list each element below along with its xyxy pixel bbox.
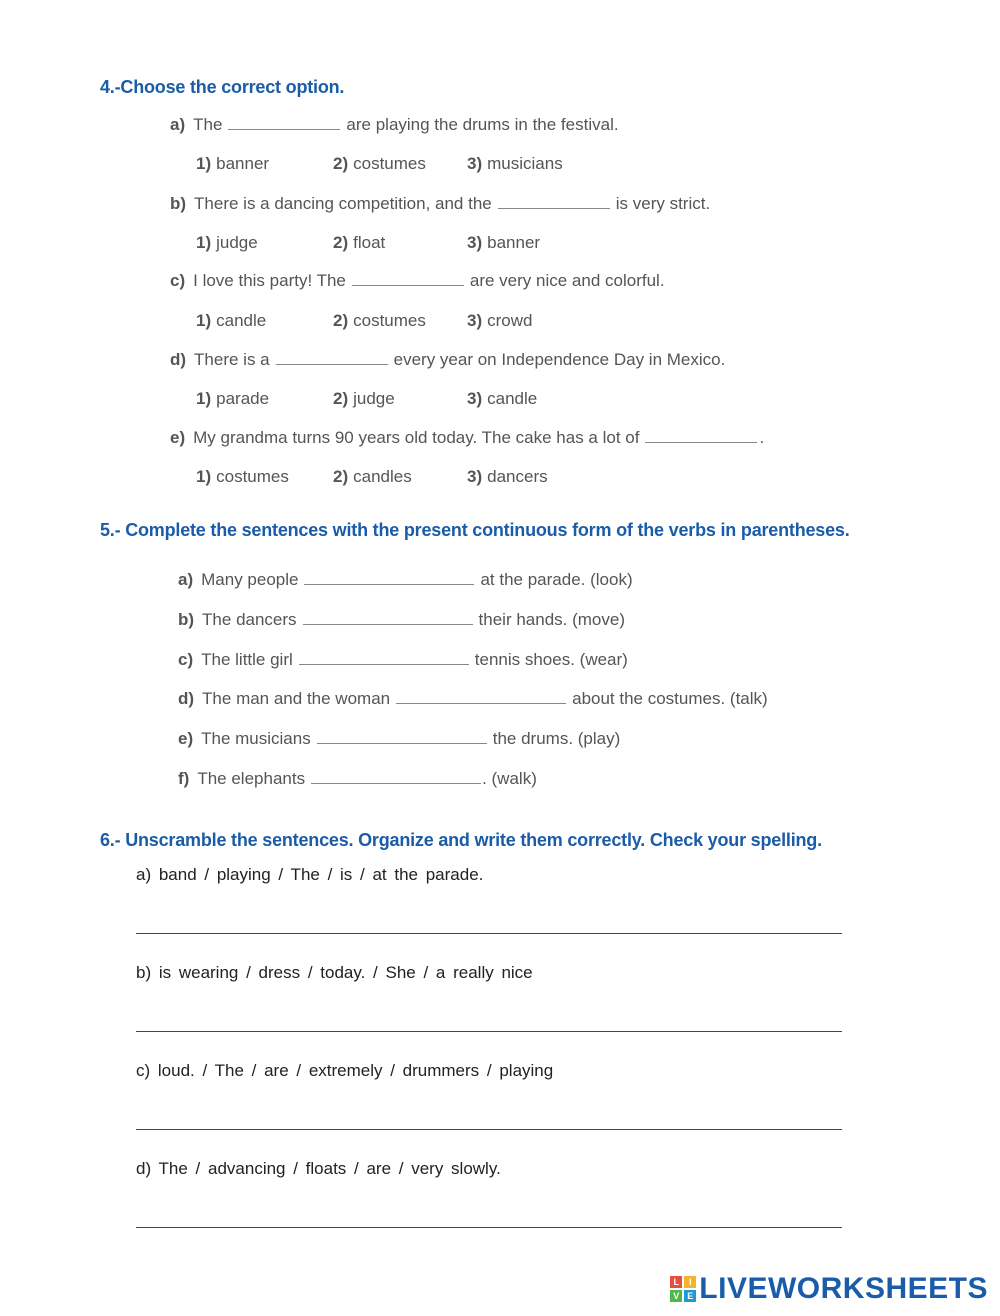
item-text-after: about the costumes. (talk) (572, 689, 768, 708)
fill-item-3 (178, 650, 628, 670)
answer-blank[interactable] (498, 194, 610, 209)
section-6-title: 6.- Unscramble the sentences. Organize and write them correctly. Check your spelling. (100, 830, 822, 850)
logo-letter: E (684, 1290, 696, 1302)
item-text-before: The man and the woman (202, 689, 391, 708)
option-number: 2) (333, 467, 349, 486)
option-number: 1) (196, 233, 212, 252)
option-2[interactable] (333, 311, 426, 331)
option-text: dancers (487, 467, 548, 486)
question-2 (170, 194, 710, 214)
answer-blank[interactable] (317, 729, 487, 744)
question-letter: e) (170, 428, 186, 447)
question-text-before: My grandma turns 90 years old today. The cake has a lot of (193, 428, 640, 447)
option-number: 2) (333, 389, 349, 408)
fill-item-4 (178, 689, 768, 709)
option-text: costumes (353, 311, 426, 330)
item-text-after: . (walk) (482, 769, 537, 788)
question-5 (170, 428, 764, 448)
question-text-after: are playing the drums in the festival. (346, 115, 619, 134)
logo-letter: L (670, 1276, 682, 1288)
item-letter: d) (178, 689, 195, 708)
option-number: 1) (196, 154, 212, 173)
question-text-after: is very strict. (615, 194, 711, 213)
option-text: judge (353, 389, 395, 408)
fill-item-5 (178, 729, 620, 749)
answer-line[interactable] (136, 1030, 842, 1032)
option-3[interactable] (467, 389, 537, 409)
question-4 (170, 350, 725, 370)
item-text-after: the drums. (play) (492, 729, 621, 748)
answer-blank[interactable] (311, 769, 481, 784)
option-1[interactable] (196, 311, 266, 331)
answer-blank[interactable] (299, 650, 469, 665)
option-1[interactable] (196, 154, 269, 174)
option-text: banner (487, 233, 541, 252)
item-text-before: The elephants (197, 769, 306, 788)
option-text: judge (216, 233, 258, 252)
section-4-title: 4.-Choose the correct option. (100, 77, 345, 97)
question-letter: b) (170, 194, 187, 213)
item-text-before: Many people (201, 570, 299, 589)
item-letter: a) (178, 570, 194, 589)
option-3[interactable] (467, 467, 548, 487)
fill-item-2 (178, 610, 625, 630)
scrambled-sentence-1: a) band / playing / The / is / at the parade. (136, 865, 484, 884)
option-text: banner (216, 154, 270, 173)
option-text: crowd (487, 311, 533, 330)
option-text: costumes (216, 467, 289, 486)
option-2[interactable] (333, 154, 426, 174)
answer-line[interactable] (136, 1128, 842, 1130)
answer-blank[interactable] (396, 689, 566, 704)
option-number: 1) (196, 389, 212, 408)
section-5-title: 5.- Complete the sentences with the present continuous form of the verbs in parentheses. (100, 520, 850, 540)
option-number: 3) (467, 233, 483, 252)
option-number: 3) (467, 311, 483, 330)
item-text-before: The little girl (201, 650, 293, 669)
fill-item-6 (178, 769, 537, 789)
question-letter: d) (170, 350, 187, 369)
option-text: parade (216, 389, 270, 408)
option-2[interactable] (333, 389, 395, 409)
question-1 (170, 115, 619, 135)
item-letter: c) (178, 650, 194, 669)
fill-item-1 (178, 570, 633, 590)
option-1[interactable] (196, 389, 269, 409)
question-text-after: . (759, 428, 765, 447)
option-text: musicians (487, 154, 563, 173)
item-letter: f) (178, 769, 190, 788)
question-3 (170, 271, 665, 291)
scrambled-sentence-2: b) is wearing / dress / today. / She / a really nice (136, 963, 533, 982)
option-text: candle (487, 389, 538, 408)
option-1[interactable] (196, 467, 289, 487)
logo-text: LIVEWORKSHEETS (699, 1272, 988, 1305)
option-text: float (353, 233, 386, 252)
option-number: 1) (196, 467, 212, 486)
option-number: 1) (196, 311, 212, 330)
scrambled-sentence-4: d) The / advancing / floats / are / very slowly. (136, 1159, 501, 1178)
option-3[interactable] (467, 154, 563, 174)
option-text: costumes (353, 154, 426, 173)
item-text-before: The musicians (201, 729, 311, 748)
logo-letter: V (670, 1290, 682, 1302)
answer-blank[interactable] (352, 271, 464, 286)
option-number: 2) (333, 154, 349, 173)
option-number: 3) (467, 389, 483, 408)
item-letter: b) (178, 610, 195, 629)
option-number: 2) (333, 233, 349, 252)
question-letter: c) (170, 271, 186, 290)
item-text-after: their hands. (move) (478, 610, 625, 629)
logo-letter: I (684, 1276, 696, 1288)
liveworksheets-logo (670, 1272, 988, 1306)
option-number: 3) (467, 467, 483, 486)
answer-blank[interactable] (645, 428, 757, 443)
option-2[interactable] (333, 233, 385, 253)
question-text-before: There is a (194, 350, 270, 369)
answer-blank[interactable] (304, 570, 474, 585)
answer-blank[interactable] (303, 610, 473, 625)
answer-line[interactable] (136, 1226, 842, 1228)
item-text-after: at the parade. (look) (480, 570, 633, 589)
answer-line[interactable] (136, 932, 842, 934)
question-text-before: I love this party! The (193, 271, 346, 290)
option-3[interactable] (467, 233, 540, 253)
question-text-before: The (193, 115, 223, 134)
option-2[interactable] (333, 467, 412, 487)
option-3[interactable] (467, 311, 532, 331)
item-text-before: The dancers (202, 610, 297, 629)
question-text-before: There is a dancing competition, and the (194, 194, 492, 213)
question-text-after: are very nice and colorful. (469, 271, 665, 290)
option-number: 3) (467, 154, 483, 173)
option-text: candle (216, 311, 267, 330)
item-letter: e) (178, 729, 194, 748)
logo-mark-icon (670, 1276, 696, 1302)
option-text: candles (353, 467, 412, 486)
option-number: 2) (333, 311, 349, 330)
answer-blank[interactable] (228, 115, 340, 130)
item-text-after: tennis shoes. (wear) (474, 650, 628, 669)
question-letter: a) (170, 115, 186, 134)
answer-blank[interactable] (276, 350, 388, 365)
scrambled-sentence-3: c) loud. / The / are / extremely / drummers / playing (136, 1061, 554, 1080)
question-text-after: every year on Independence Day in Mexico. (393, 350, 726, 369)
option-1[interactable] (196, 233, 258, 253)
